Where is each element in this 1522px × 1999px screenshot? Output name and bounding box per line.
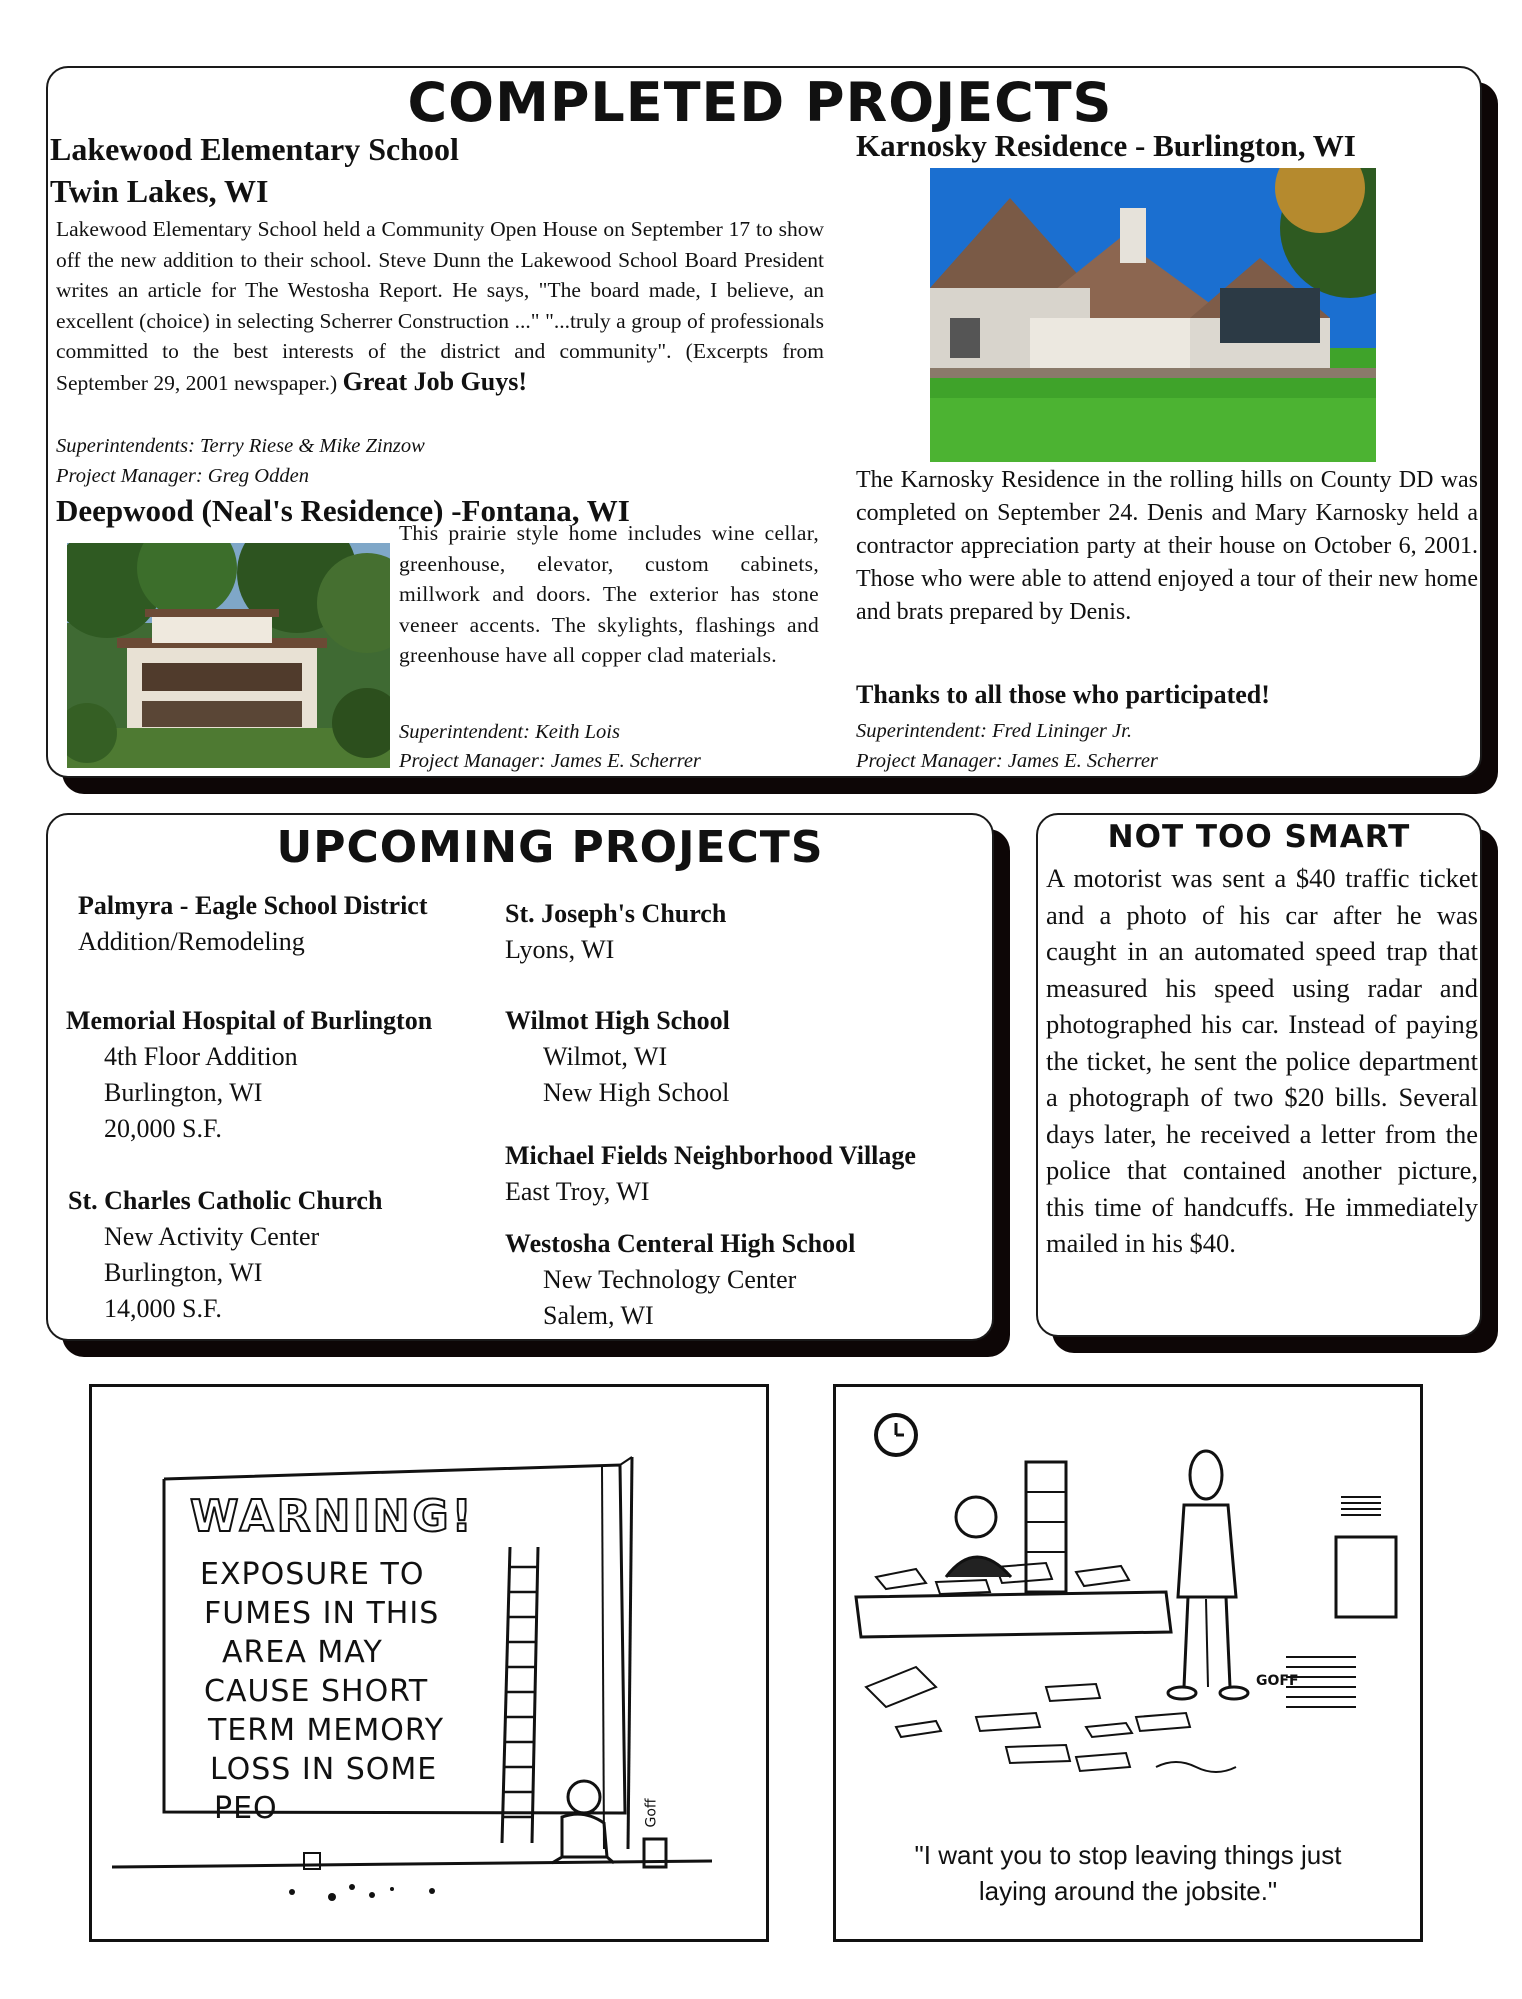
warning-cartoon-frame (89, 1384, 769, 1942)
upcoming-project-line: New Technology Center (543, 1265, 797, 1294)
lakewood-title-line2: Twin Lakes, WI (50, 173, 269, 209)
upcoming-project (505, 1226, 855, 1334)
upcoming-project-name: Memorial Hospital of Burlington (66, 1006, 433, 1035)
karnosky-body: The Karnosky Residence in the rolling hills on County DD was completed on September 24. Denis and Mary Karnosky held a contractor appreciation party at their house on October 6, 2001. Those who were able to attend enjoyed a tour of their new home and brats prepared by Denis. (856, 467, 1478, 625)
karnosky-project-manager: Project Manager: James E. Scherrer (856, 750, 1158, 772)
warning-sign-title: WARNING! (190, 1491, 475, 1542)
lakewood-title-line1: Lakewood Elementary School (50, 131, 459, 167)
upcoming-project-line: New Activity Center (104, 1222, 320, 1251)
warning-sign-line: TERM MEMORY (208, 1713, 445, 1748)
not-too-smart-body: A motorist was sent a $40 traffic ticket and a photo of his car after he was caught in an automated speed trap that measured his speed using radar and photographed his car. Instead of paying the ticket, he sent the police department a photograph of two $20 bills. Several days later, he received a letter from the police that contained another picture, this time of handcuffs. He immediately mailed in his $40. (1046, 863, 1478, 1258)
upcoming-project (68, 1183, 382, 1327)
completed-headline: COMPLETED PROJECTS (407, 71, 1113, 134)
upcoming-project-line: Wilmot, WI (543, 1042, 668, 1071)
upcoming-project-line: 14,000 S.F. (104, 1294, 222, 1323)
upcoming-project-name: Westosha Centeral High School (505, 1229, 856, 1258)
lakewood-highlight: Great Job Guys! (342, 366, 528, 396)
upcoming-project-name: Wilmot High School (505, 1006, 730, 1035)
warning-sign-line: FUMES IN THIS (204, 1596, 440, 1631)
karnosky-house-photo (930, 168, 1376, 462)
lakewood-project-manager: Project Manager: Greg Odden (56, 465, 309, 487)
deepwood-title: Deepwood (Neal's Residence) -Fontana, WI (56, 493, 630, 528)
jobsite-cartoon-signature: GOFF (1256, 1673, 1299, 1689)
upcoming-project-name: Palmyra - Eagle School District (78, 891, 428, 920)
upcoming-project (505, 1138, 916, 1210)
lakewood-body: Lakewood Elementary School held a Community Open House on September 17 to show off the new addition to their school. Steve Dunn the Lakewood School Board President writes an article for The Westosha Report. He says, "The board made, I believe, an excellent (choice) in selecting Scherrer Construction ..." "...truly a group of professionals committed to the best interests of the district and community". (Excerpts from September 29, 2001 newspaper.) (56, 217, 824, 395)
jobsite-caption-line1: "I want you to stop leaving things just (914, 1840, 1342, 1870)
upcoming-project-line: Addition/Remodeling (78, 927, 305, 956)
upcoming-project-line: 20,000 S.F. (104, 1114, 222, 1143)
upcoming-project-line: Lyons, WI (505, 935, 615, 964)
upcoming-project-name: St. Joseph's Church (505, 899, 727, 928)
upcoming-project-name: Michael Fields Neighborhood Village (505, 1141, 916, 1170)
jobsite-cartoon-frame (833, 1384, 1423, 1942)
deepwood-house-illustration (67, 543, 390, 768)
jobsite-caption-line2: laying around the jobsite." (978, 1876, 1278, 1906)
lakewood-article (56, 214, 824, 398)
jobsite-cartoon-caption (836, 1837, 1420, 1909)
warning-cartoon-signature: Goff (643, 1798, 660, 1828)
not-too-smart-headline: NOT TOO SMART (1107, 819, 1411, 855)
warning-sign-text (200, 1555, 444, 1828)
jobsite-cartoon-illustration (836, 1387, 1420, 1827)
upcoming-project-line: Burlington, WI (104, 1258, 263, 1287)
karnosky-thanks: Thanks to all those who participated! (856, 680, 1270, 709)
lakewood-superintendents: Superintendents: Terry Riese & Mike Zinzow (56, 435, 425, 457)
warning-sign-line: PEO (214, 1791, 278, 1826)
warning-sign-line: CAUSE SHORT (204, 1674, 429, 1709)
upcoming-project-line: Burlington, WI (104, 1078, 263, 1107)
upcoming-project-name: St. Charles Catholic Church (68, 1186, 383, 1215)
karnosky-house-illustration (930, 168, 1376, 462)
deepwood-house-photo (67, 543, 390, 768)
deepwood-superintendent: Superintendent: Keith Lois (399, 721, 620, 743)
warning-sign-line: LOSS IN SOME (210, 1752, 438, 1787)
upcoming-project (505, 1003, 730, 1111)
upcoming-project (66, 1003, 432, 1147)
upcoming-project-line: New High School (543, 1078, 730, 1107)
warning-sign-line: AREA MAY (222, 1635, 383, 1670)
warning-sign-line: EXPOSURE TO (200, 1557, 425, 1592)
upcoming-project-line: Salem, WI (543, 1301, 654, 1330)
karnosky-superintendent: Superintendent: Fred Lininger Jr. (856, 720, 1132, 742)
deepwood-body: This prairie style home includes wine cellar, greenhouse, elevator, custom cabinets, millwork and doors. The exterior has stone veneer accents. The skylights, flashings and greenhouse have all copper clad materials. (399, 521, 819, 667)
karnosky-title: Karnosky Residence - Burlington, WI (856, 128, 1356, 163)
upcoming-project (78, 888, 428, 960)
upcoming-project (505, 896, 726, 968)
deepwood-project-manager: Project Manager: James E. Scherrer (399, 750, 701, 772)
upcoming-project-line: 4th Floor Addition (104, 1042, 298, 1071)
upcoming-project-line: East Troy, WI (505, 1177, 650, 1206)
upcoming-headline: UPCOMING PROJECTS (276, 822, 824, 873)
